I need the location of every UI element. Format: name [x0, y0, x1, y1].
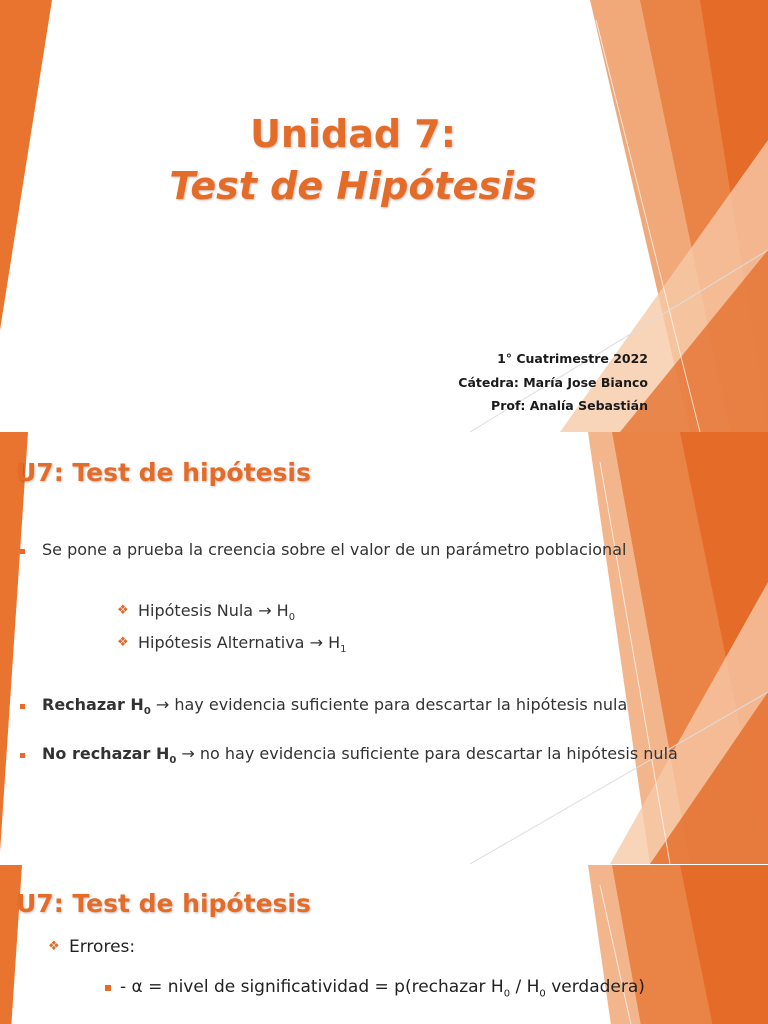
diamond-bullet-icon: ❖ — [117, 635, 129, 650]
bullet-parametro: Se pone a prueba la creencia sobre el valor de un parámetro poblacional — [42, 540, 627, 559]
errores-label: Errores: — [69, 937, 136, 957]
hipotesis-nula: Hipótesis Nula → $H_0$ — [138, 601, 296, 624]
main-subtitle: Test de Hipótesis — [169, 164, 537, 208]
prof-label: Prof: Analía Sebastián — [491, 398, 648, 413]
slide-errores — [0, 865, 768, 1024]
slide2-decoration — [0, 432, 768, 864]
section-title: U7: Test de hipótesis — [16, 889, 311, 918]
square-bullet-icon — [105, 985, 111, 991]
square-bullet-icon — [20, 704, 25, 709]
diamond-bullet-icon: ❖ — [117, 603, 129, 618]
catedra-label: Cátedra: María Jose Bianco — [458, 375, 648, 390]
square-bullet-icon — [20, 549, 25, 554]
main-title: Unidad 7: — [250, 112, 456, 156]
section-title: U7: Test de hipótesis — [16, 458, 311, 487]
diamond-bullet-icon: ❖ — [48, 939, 60, 954]
bullet-rechazar: Rechazar $H_0$ → hay evidencia suficiente para descartar la hipótesis nula — [42, 695, 628, 718]
square-bullet-icon — [20, 753, 25, 758]
alpha-definition: - α = nivel de significatividad = p(rechazar $H_0 / H_0$ verdadera) — [120, 977, 645, 1000]
term-label: 1° Cuatrimestre 2022 — [497, 351, 648, 366]
slide-title — [0, 0, 768, 432]
hipotesis-alternativa: Hipótesis Alternativa → $H_1$ — [138, 633, 347, 656]
bullet-no-rechazar: No rechazar $H_0$ → no hay evidencia suficiente para descartar la hipótesis nula — [42, 744, 678, 767]
slide-definicion — [0, 432, 768, 865]
slide1-decoration — [0, 0, 768, 432]
